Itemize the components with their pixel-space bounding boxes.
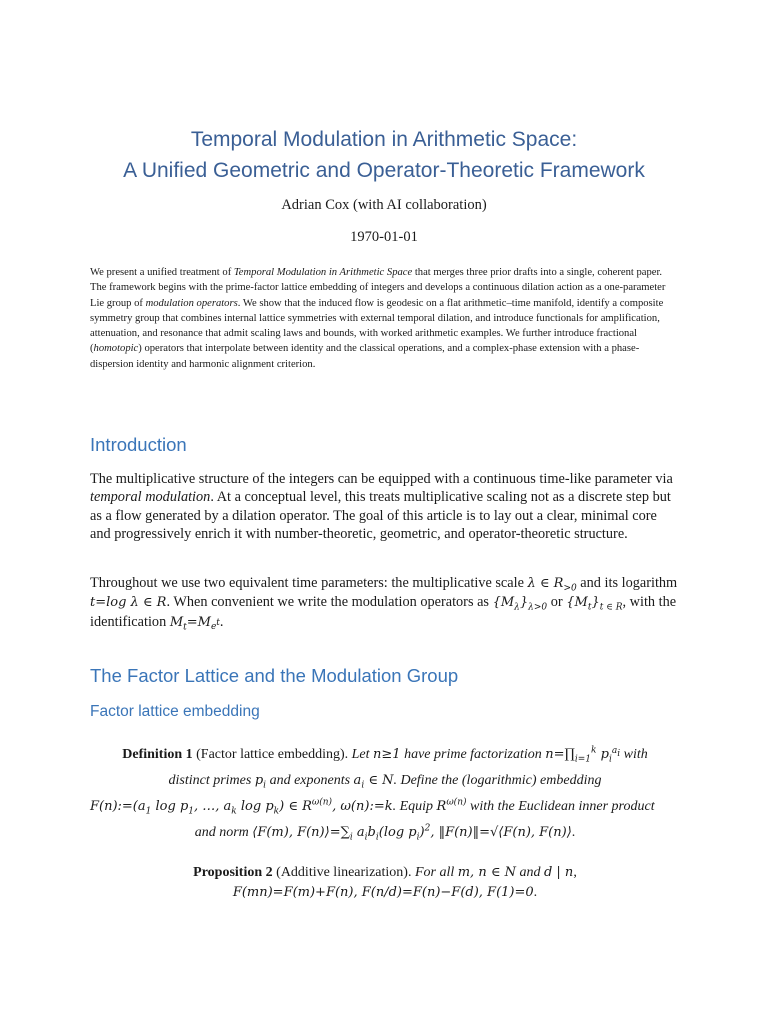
author-line: Adrian Cox (with AI collaboration) [281, 197, 487, 213]
paper-title [0, 124, 768, 186]
proposition-2: Proposition 2 (Additive linearization). For all m, n ∈ N and d | n, F(mn)=F(m)+F(n), F(n/d)=F(n)−F(d), F(1)=0. [193, 865, 577, 900]
title-line-2: A Unified Geometric and Operator-Theoretic Framework [123, 159, 645, 182]
title-line-1: Temporal Modulation in Arithmetic Space: [190, 128, 578, 151]
abstract: We present a unified treatment of Temporal Modulation in Arithmetic Space that merges three prior drafts into a single, coherent paper. The framework begins with the prime-factor lattice embedding of integers and develops a continuous dilation action as a one-parameter Lie group of modulation operators. We show that the induced flow is geodesic on a flat arithmetic–time manifold, identify a composite symmetry group that combines internal lattice symmetries with external temporal dilation, and introduce functionals for amplification, attenuation, and resonance that admit scaling laws and bounds, with worked arithmetic examples. We further introduce fractional (homotopic) operators that interpolate between identity and the classical operations, and a complex-phase extension with a phase-dispersion identity and harmonic alignment criterion. [90, 267, 666, 370]
intro-paragraph-1: The multiplicative structure of the integers can be equipped with a continuous time-like parameter via temporal modulation. At a conceptual level, this treats multiplicative scaling not as a discrete step but as a flow generated by a dilation operator. The goal of this article is to lay out a clear, minimal core and progressively enrich it with number-theoretic, geometric, and operator-theoretic structure. [90, 471, 673, 542]
section-heading-factor-lattice: The Factor Lattice and the Modulation Group [90, 665, 459, 686]
date-line: 1970-01-01 [350, 229, 418, 245]
definition-1: Definition 1 (Factor lattice embedding). Let n≥1 have prime factorization $n=\prod_{i=1}^k$ $p_i^{a_i}$ with distinct primes $p_i$ and exponents $a_i$ ∈ N. Define the (logarithmic) embedding $F(n):=(a_1$ $\log p_1$, …, $a_k$ $\log p_k$) ∈ $R^{\omega(n)}$, ω(n):=k. Equip $R^{\omega(n)}$ with the Euclidean inner product and norm ⟨F(m), $F(n)⟩=\sum_i$ $a_ib_i(\log$ $p_i)^2$, ‖F(n)‖=√⟨F(n), F(n)⟩. [90, 745, 655, 843]
section-heading-introduction: Introduction [90, 434, 187, 455]
intro-paragraph-2: Throughout we use two equivalent time parameters: the multiplicative scale λ ∈ $R_{>0}$ and its logarithm t=log λ ∈ R. When convenient we write the modulation operators as $\{M_\lambda\}_{\lambda>0}$ or $\{M_t\}_{t \in R}$, with the identification $M_t=M_{e^t}$. [90, 575, 678, 633]
subsection-heading-embedding: Factor lattice embedding [90, 703, 260, 720]
